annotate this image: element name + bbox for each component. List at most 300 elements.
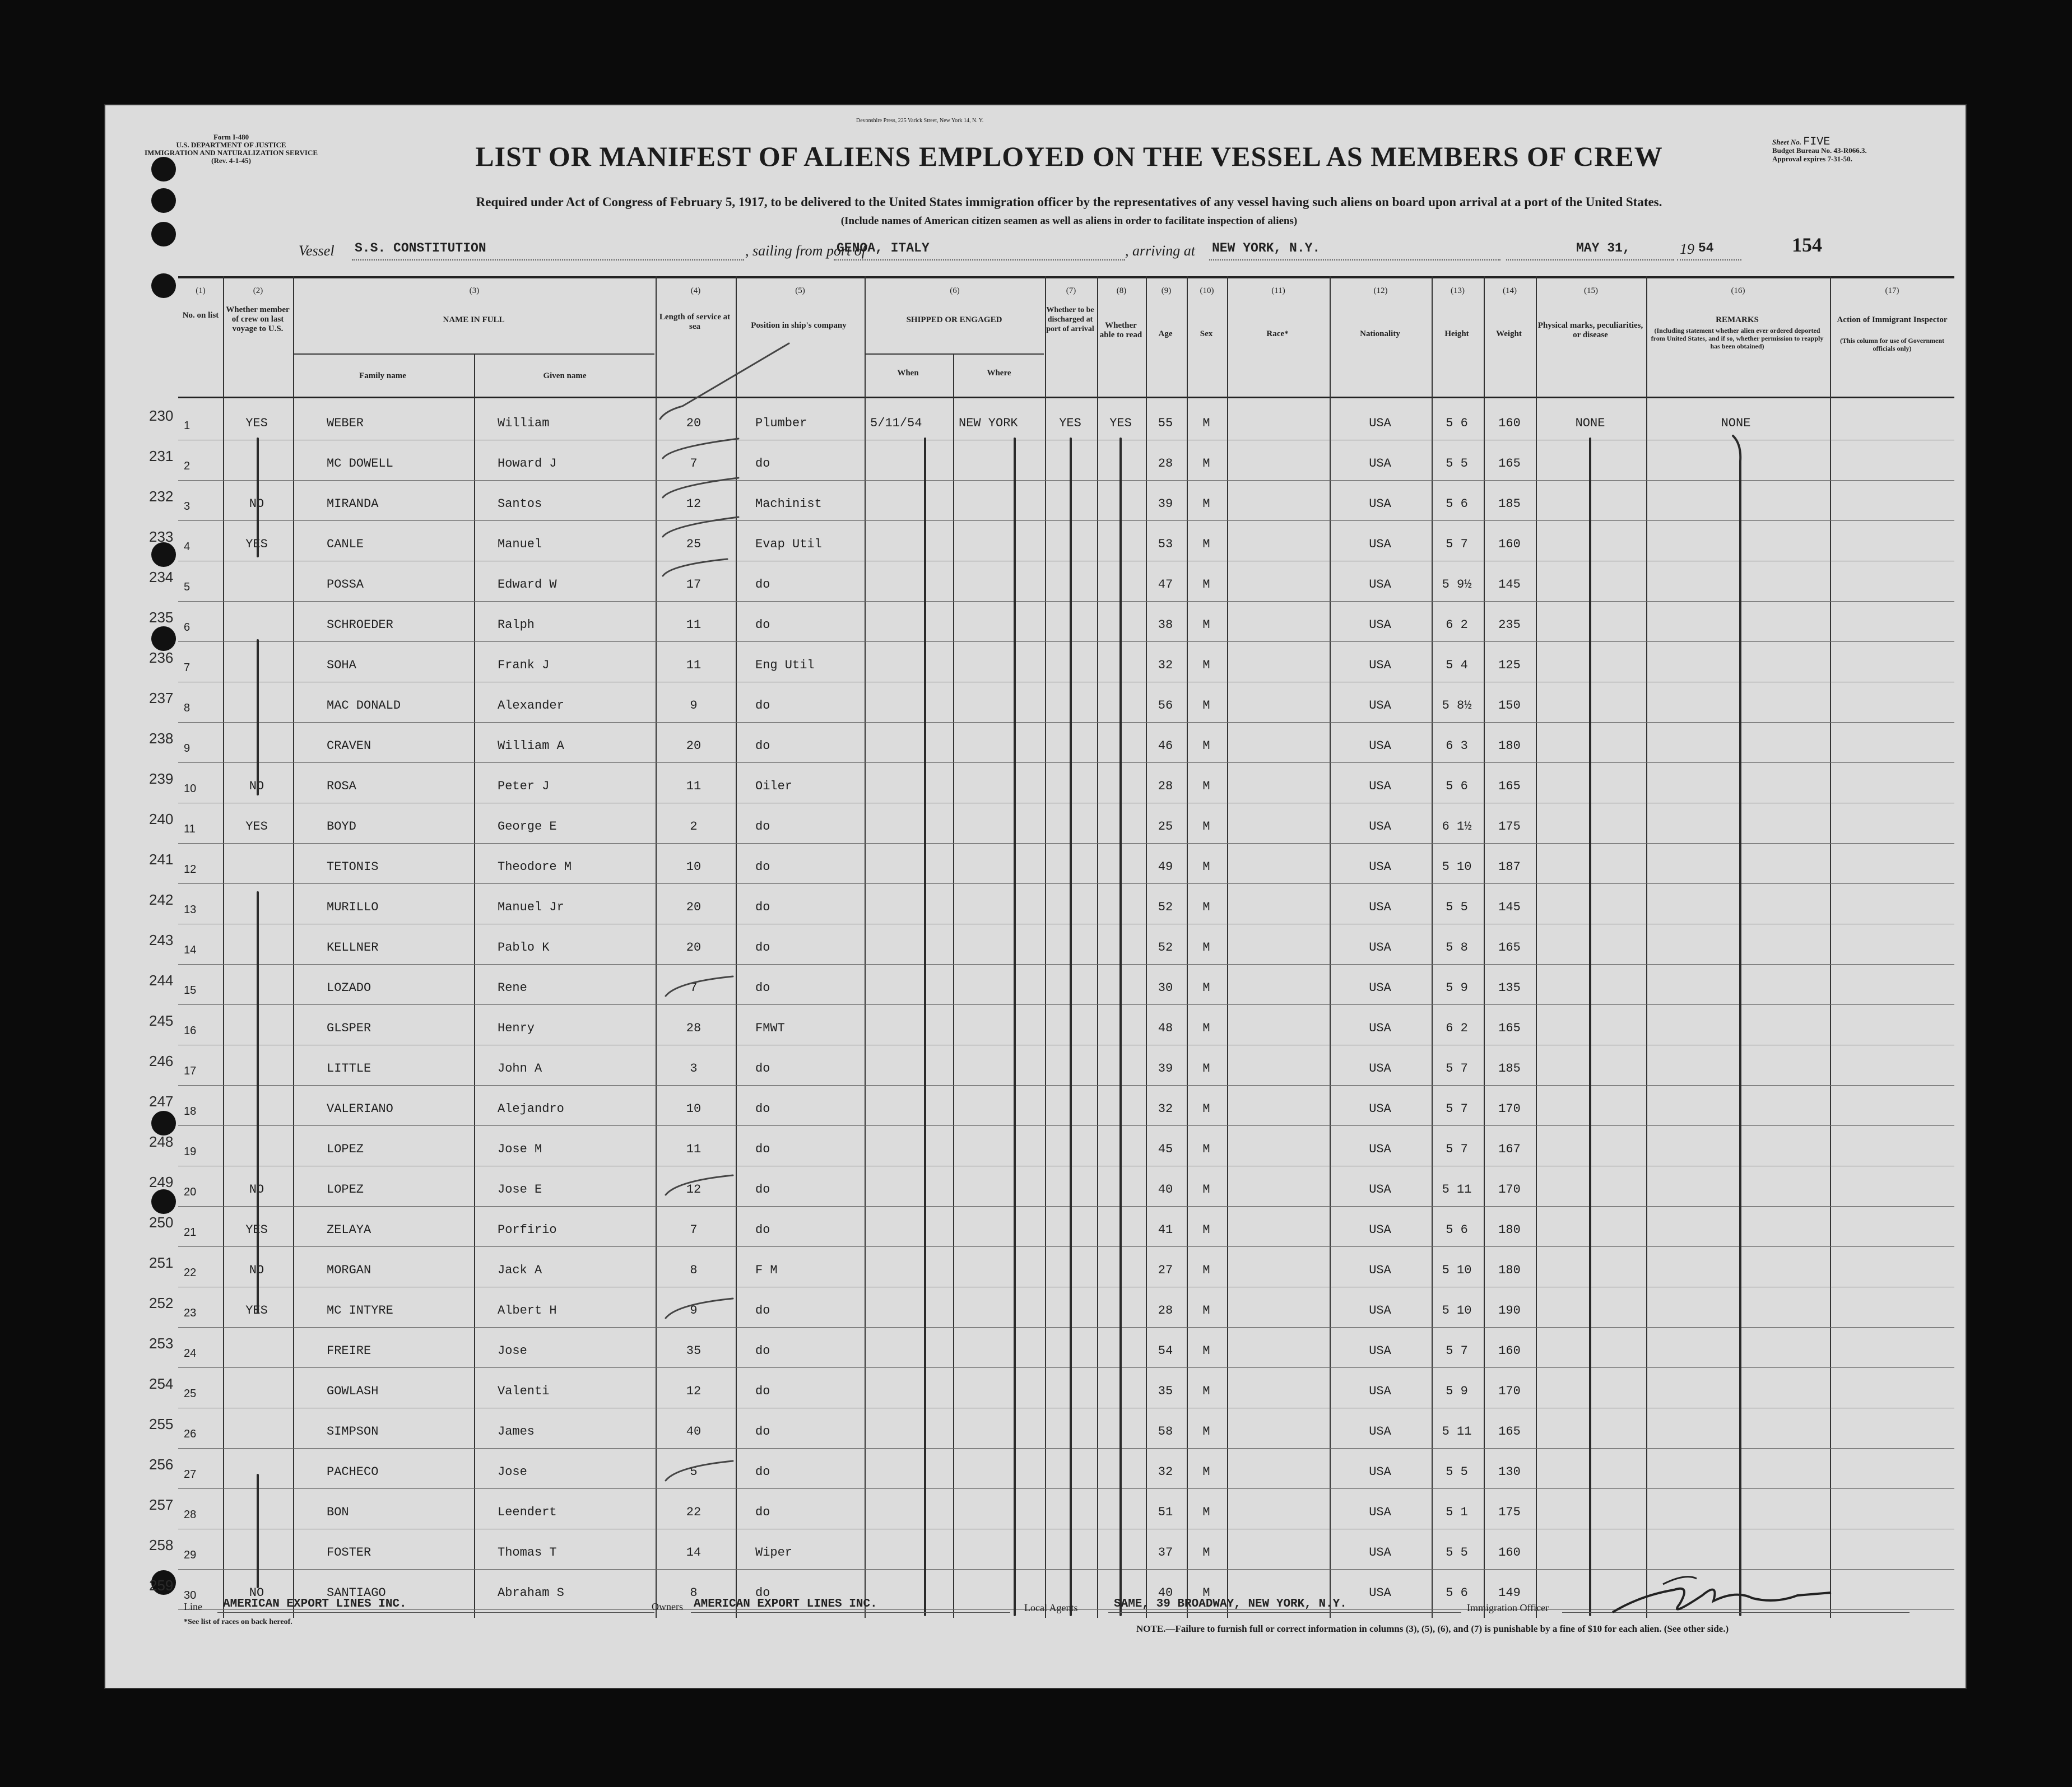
given-name: Jose bbox=[498, 1344, 527, 1358]
printer-line: Devonshire Press, 225 Varick Street, New York 14, N. Y. bbox=[856, 118, 984, 124]
sex: M bbox=[1202, 578, 1210, 592]
family-name: MAC DONALD bbox=[327, 699, 401, 713]
weight: 160 bbox=[1498, 416, 1521, 430]
column-number: (1) bbox=[196, 286, 206, 295]
sex: M bbox=[1202, 1102, 1210, 1116]
weight: 185 bbox=[1498, 497, 1521, 511]
length-of-service: 20 bbox=[686, 900, 701, 914]
nationality: USA bbox=[1369, 1505, 1391, 1519]
length-of-service: 20 bbox=[686, 739, 701, 753]
family-name: WEBER bbox=[327, 416, 364, 430]
age: 28 bbox=[1158, 457, 1173, 471]
height: 6 2 bbox=[1446, 1021, 1468, 1035]
age: 56 bbox=[1158, 699, 1173, 713]
family-name: SIMPSON bbox=[327, 1425, 379, 1439]
approval-expiry: Approval expires 7-31-50. bbox=[1772, 155, 1852, 163]
age: 32 bbox=[1158, 1465, 1173, 1479]
sex: M bbox=[1202, 416, 1210, 430]
row-number: 10 bbox=[184, 783, 197, 795]
nationality: USA bbox=[1369, 1384, 1391, 1398]
position: do bbox=[755, 1344, 770, 1358]
weight: 170 bbox=[1498, 1183, 1521, 1197]
given-name: William bbox=[498, 416, 550, 430]
family-name: MURILLO bbox=[327, 900, 379, 914]
officer-signature bbox=[1607, 1573, 1842, 1623]
given-name: Alexander bbox=[498, 699, 564, 713]
family-name: SCHROEDER bbox=[327, 618, 393, 632]
weight: 180 bbox=[1498, 739, 1521, 753]
height: 5 9 bbox=[1446, 1384, 1468, 1398]
weight: 160 bbox=[1498, 1546, 1521, 1560]
age: 32 bbox=[1158, 658, 1173, 672]
length-of-service: 3 bbox=[690, 1062, 698, 1076]
page-title: LIST OR MANIFEST OF ALIENS EMPLOYED ON THE VESSEL AS MEMBERS OF CREW bbox=[475, 141, 1663, 172]
column-number: (17) bbox=[1885, 286, 1899, 295]
row-number: 27 bbox=[184, 1468, 197, 1481]
family-name: VALERIANO bbox=[327, 1102, 393, 1116]
age: 52 bbox=[1158, 941, 1173, 955]
position: do bbox=[755, 820, 770, 834]
manifest-line-number: 248 bbox=[149, 1133, 174, 1150]
binder-hole bbox=[151, 222, 176, 246]
manifest-line-number: 244 bbox=[149, 972, 174, 989]
position: Eng Util bbox=[755, 658, 815, 672]
length-of-service: 28 bbox=[686, 1021, 701, 1035]
manifest-line-number: 247 bbox=[149, 1093, 174, 1110]
weight: 167 bbox=[1498, 1142, 1521, 1156]
height: 5 5 bbox=[1446, 1546, 1468, 1560]
position: do bbox=[755, 941, 770, 955]
nationality: USA bbox=[1369, 1183, 1391, 1197]
length-of-service: 11 bbox=[686, 658, 701, 672]
age: 41 bbox=[1158, 1223, 1173, 1237]
manifest-line-number: 243 bbox=[149, 932, 174, 948]
length-of-service: 9 bbox=[690, 1304, 698, 1318]
row-number: 29 bbox=[184, 1549, 197, 1561]
height: 5 10 bbox=[1442, 860, 1472, 874]
family-name: GOWLASH bbox=[327, 1384, 379, 1398]
given-name: Jack A bbox=[498, 1263, 542, 1277]
height: 5 7 bbox=[1446, 1062, 1468, 1076]
nationality: USA bbox=[1369, 1021, 1391, 1035]
column-number: (6) bbox=[950, 286, 960, 295]
row-number: 18 bbox=[184, 1105, 197, 1118]
sex: M bbox=[1202, 699, 1210, 713]
revision: (Rev. 4-1-45) bbox=[211, 156, 251, 165]
check-mark bbox=[663, 478, 738, 497]
length-of-service: 8 bbox=[690, 1263, 698, 1277]
height: 6 1½ bbox=[1442, 820, 1472, 834]
given-name: Porfirio bbox=[498, 1223, 557, 1237]
row-number: 26 bbox=[184, 1428, 197, 1440]
height: 6 2 bbox=[1446, 618, 1468, 632]
sex: M bbox=[1202, 941, 1210, 955]
weight: 187 bbox=[1498, 860, 1521, 874]
owners-label: Owners bbox=[652, 1601, 683, 1612]
age: 25 bbox=[1158, 820, 1173, 834]
row-number: 2 bbox=[184, 460, 191, 472]
sex: M bbox=[1202, 739, 1210, 753]
pen-marks bbox=[178, 276, 1954, 1621]
weight: 185 bbox=[1498, 1062, 1521, 1076]
family-name: CRAVEN bbox=[327, 739, 371, 753]
given-name: Leendert bbox=[498, 1505, 557, 1519]
manifest-line-number: 236 bbox=[149, 649, 174, 666]
length-of-service: 12 bbox=[686, 497, 701, 511]
position: Evap Util bbox=[755, 537, 822, 551]
row-number: 6 bbox=[184, 621, 191, 634]
weight: 180 bbox=[1498, 1263, 1521, 1277]
sex: M bbox=[1202, 618, 1210, 632]
row-number: 17 bbox=[184, 1065, 197, 1077]
nationality: USA bbox=[1369, 578, 1391, 592]
nationality: USA bbox=[1369, 1304, 1391, 1318]
manifest-line-number: 230 bbox=[149, 407, 174, 424]
height: 5 5 bbox=[1446, 900, 1468, 914]
sex: M bbox=[1202, 860, 1210, 874]
manifest-line-number: 255 bbox=[149, 1416, 174, 1432]
length-of-service: 12 bbox=[686, 1183, 701, 1197]
member-last-voyage: YES bbox=[245, 537, 268, 551]
age: 28 bbox=[1158, 1304, 1173, 1318]
member-last-voyage: YES bbox=[245, 416, 268, 430]
manifest-line-number: 239 bbox=[149, 770, 174, 787]
row-number: 13 bbox=[184, 904, 197, 916]
nationality: USA bbox=[1369, 1102, 1391, 1116]
given-name: Thomas T bbox=[498, 1546, 557, 1560]
nationality: USA bbox=[1369, 900, 1391, 914]
nationality: USA bbox=[1369, 537, 1391, 551]
check-mark bbox=[663, 439, 738, 458]
family-name: MORGAN bbox=[327, 1263, 371, 1277]
nationality: USA bbox=[1369, 820, 1391, 834]
weight: 130 bbox=[1498, 1465, 1521, 1479]
column-number: (2) bbox=[253, 286, 263, 295]
header-length-of-service: Length of service at sea bbox=[659, 313, 731, 331]
given-name: Jose E bbox=[498, 1183, 542, 1197]
family-name: SANTIAGO bbox=[327, 1586, 386, 1600]
weight: 170 bbox=[1498, 1102, 1521, 1116]
header-name-in-full: NAME IN FULL bbox=[443, 315, 505, 324]
sex: M bbox=[1202, 820, 1210, 834]
position: do bbox=[755, 1142, 770, 1156]
year-prefix: 19 bbox=[1680, 241, 1694, 257]
given-name: Manuel bbox=[498, 537, 542, 551]
weight: 165 bbox=[1498, 457, 1521, 471]
height: 5 6 bbox=[1446, 779, 1468, 793]
weight: 175 bbox=[1498, 1505, 1521, 1519]
header-remarks-note: (Including statement whether alien ever ordered deported from United States, and if so, whether permission to reapply has been obtained) bbox=[1651, 327, 1824, 350]
manifest-line-number: 240 bbox=[149, 811, 174, 827]
family-name: BOYD bbox=[327, 820, 356, 834]
family-name: MIRANDA bbox=[327, 497, 379, 511]
check-mark bbox=[666, 1461, 733, 1481]
header-action-note: (This column for use of Government officials only) bbox=[1839, 337, 1945, 352]
column-number: (5) bbox=[795, 286, 805, 295]
column-number: (9) bbox=[1161, 286, 1172, 295]
column-number: (10) bbox=[1200, 286, 1214, 295]
height: 5 8 bbox=[1446, 941, 1468, 955]
header-action-inspector: Action of Immigrant Inspector bbox=[1837, 315, 1948, 324]
arrival-year: 54 bbox=[1698, 241, 1714, 255]
discharged: YES bbox=[1059, 416, 1081, 430]
manifest-line-number: 231 bbox=[149, 448, 174, 464]
height: 5 6 bbox=[1446, 416, 1468, 430]
nationality: USA bbox=[1369, 941, 1391, 955]
row-number: 20 bbox=[184, 1186, 197, 1198]
local-agents: SAME, 39 BROADWAY, NEW YORK, N.Y. bbox=[1114, 1598, 1347, 1611]
nationality: USA bbox=[1369, 658, 1391, 672]
sheet-number-block bbox=[1772, 138, 1867, 163]
weight: 175 bbox=[1498, 820, 1521, 834]
given-name: Henry bbox=[498, 1021, 535, 1035]
length-of-service: 11 bbox=[686, 1142, 701, 1156]
weight: 165 bbox=[1498, 1425, 1521, 1439]
form-number: Form I-480 bbox=[213, 133, 249, 141]
family-name: BON bbox=[327, 1505, 349, 1519]
length-of-service: 7 bbox=[690, 1223, 698, 1237]
nationality: USA bbox=[1369, 981, 1391, 995]
row-number: 8 bbox=[184, 702, 191, 714]
manifest-line-number: 251 bbox=[149, 1254, 174, 1271]
given-name: Jose M bbox=[498, 1142, 542, 1156]
column-number: (3) bbox=[469, 286, 480, 295]
weight: 160 bbox=[1498, 1344, 1521, 1358]
family-name: FREIRE bbox=[327, 1344, 371, 1358]
position: Machinist bbox=[755, 497, 822, 511]
height: 6 3 bbox=[1446, 739, 1468, 753]
height: 5 8½ bbox=[1442, 699, 1472, 713]
length-of-service: 9 bbox=[690, 699, 698, 713]
subtitle-note: (Include names of American citizen seamen as well as aliens in order to facilitate inspection of aliens) bbox=[840, 215, 1298, 227]
weight: 145 bbox=[1498, 578, 1521, 592]
age: 37 bbox=[1158, 1546, 1173, 1560]
sex: M bbox=[1202, 1304, 1210, 1318]
member-last-voyage: NO bbox=[249, 779, 264, 793]
manifest-line-number: 234 bbox=[149, 569, 174, 585]
length-of-service: 5 bbox=[690, 1465, 698, 1479]
header-when: When bbox=[897, 369, 919, 378]
sex: M bbox=[1202, 1183, 1210, 1197]
binder-hole bbox=[151, 1189, 176, 1214]
height: 5 9½ bbox=[1442, 578, 1472, 592]
height: 5 4 bbox=[1446, 658, 1468, 672]
length-of-service: 20 bbox=[686, 941, 701, 955]
height: 5 7 bbox=[1446, 1142, 1468, 1156]
weight: 160 bbox=[1498, 537, 1521, 551]
sex: M bbox=[1202, 981, 1210, 995]
position: do bbox=[755, 860, 770, 874]
nationality: USA bbox=[1369, 1263, 1391, 1277]
row-number: 22 bbox=[184, 1267, 197, 1279]
height: 5 5 bbox=[1446, 457, 1468, 471]
family-name: LOPEZ bbox=[327, 1142, 364, 1156]
age: 39 bbox=[1158, 1062, 1173, 1076]
given-name: Pablo K bbox=[498, 941, 550, 955]
header-position: Position in ship's company bbox=[751, 321, 847, 330]
sex: M bbox=[1202, 900, 1210, 914]
shipped-where: NEW YORK bbox=[959, 416, 1018, 430]
age: 40 bbox=[1158, 1586, 1173, 1600]
height: 5 7 bbox=[1446, 1344, 1468, 1358]
crew-table bbox=[149, 276, 1954, 1602]
nationality: USA bbox=[1369, 497, 1391, 511]
row-number: 7 bbox=[184, 662, 191, 674]
age: 39 bbox=[1158, 497, 1173, 511]
arriving-label: , arriving at bbox=[1125, 243, 1195, 259]
position: do bbox=[755, 1062, 770, 1076]
header-given-name: Given name bbox=[543, 371, 587, 380]
position: do bbox=[755, 1102, 770, 1116]
page-number: 154 bbox=[1792, 234, 1822, 256]
manifest-line-number: 259 bbox=[149, 1577, 174, 1594]
check-mark bbox=[663, 559, 727, 576]
position: FMWT bbox=[755, 1021, 785, 1035]
vessel-label: Vessel bbox=[299, 243, 335, 259]
column-number: (13) bbox=[1451, 286, 1465, 295]
header-race: Race* bbox=[1266, 329, 1289, 338]
row-number: 14 bbox=[184, 944, 197, 956]
manifest-line-number: 233 bbox=[149, 528, 174, 545]
given-name: Albert H bbox=[498, 1304, 557, 1318]
family-name: ZELAYA bbox=[327, 1223, 371, 1237]
sex: M bbox=[1202, 1465, 1210, 1479]
header-able-to-read: Whether able to read bbox=[1099, 321, 1142, 339]
nationality: USA bbox=[1369, 1344, 1391, 1358]
age: 49 bbox=[1158, 860, 1173, 874]
position: do bbox=[755, 900, 770, 914]
sex: M bbox=[1202, 537, 1210, 551]
family-name: LITTLE bbox=[327, 1062, 371, 1076]
nationality: USA bbox=[1369, 618, 1391, 632]
length-of-service: 10 bbox=[686, 1102, 701, 1116]
length-of-service: 12 bbox=[686, 1384, 701, 1398]
family-name: GLSPER bbox=[327, 1021, 371, 1035]
manifest-line-number: 241 bbox=[149, 851, 174, 868]
age: 58 bbox=[1158, 1425, 1173, 1439]
height: 5 1 bbox=[1446, 1505, 1468, 1519]
length-of-service: 14 bbox=[686, 1546, 701, 1560]
manifest-line-number: 242 bbox=[149, 891, 174, 908]
given-name: James bbox=[498, 1425, 535, 1439]
sex: M bbox=[1202, 1344, 1210, 1358]
manifest-line-number: 258 bbox=[149, 1537, 174, 1553]
family-name: MC DOWELL bbox=[327, 457, 393, 471]
length-of-service: 7 bbox=[690, 457, 698, 471]
length-of-service: 35 bbox=[686, 1344, 701, 1358]
weight: 150 bbox=[1498, 699, 1521, 713]
age: 38 bbox=[1158, 618, 1173, 632]
age: 45 bbox=[1158, 1142, 1173, 1156]
length-of-service: 11 bbox=[686, 779, 701, 793]
height: 5 6 bbox=[1446, 1223, 1468, 1237]
given-name: Ralph bbox=[498, 618, 535, 632]
height: 5 7 bbox=[1446, 1102, 1468, 1116]
nationality: USA bbox=[1369, 1223, 1391, 1237]
manifest-line-number: 237 bbox=[149, 690, 174, 706]
manifest-line-number: 250 bbox=[149, 1214, 174, 1231]
sheet-number: FIVE bbox=[1803, 136, 1831, 148]
given-name: Peter J bbox=[498, 779, 550, 793]
manifest-line-number: 256 bbox=[149, 1456, 174, 1473]
manifest-sheet bbox=[105, 105, 1966, 1688]
header-shipped-or-engaged: SHIPPED OR ENGAGED bbox=[906, 315, 1002, 324]
column-number: (8) bbox=[1116, 286, 1127, 295]
age: 30 bbox=[1158, 981, 1173, 995]
weight: 170 bbox=[1498, 1384, 1521, 1398]
given-name: Valenti bbox=[498, 1384, 550, 1398]
sex: M bbox=[1202, 1384, 1210, 1398]
given-name: Rene bbox=[498, 981, 527, 995]
length-of-service: 22 bbox=[686, 1505, 701, 1519]
family-name: LOPEZ bbox=[327, 1183, 364, 1197]
nationality: USA bbox=[1369, 1142, 1391, 1156]
column-number: (16) bbox=[1731, 286, 1745, 295]
age: 35 bbox=[1158, 1384, 1173, 1398]
given-name: Jose bbox=[498, 1465, 527, 1479]
check-mark bbox=[660, 343, 789, 419]
given-name: Abraham S bbox=[498, 1586, 564, 1600]
sex: M bbox=[1202, 1223, 1210, 1237]
height: 5 6 bbox=[1446, 497, 1468, 511]
owners-name: AMERICAN EXPORT LINES INC. bbox=[694, 1598, 877, 1611]
header-weight: Weight bbox=[1496, 329, 1522, 338]
position: do bbox=[755, 1304, 770, 1318]
given-name: William A bbox=[498, 739, 564, 753]
height: 5 10 bbox=[1442, 1304, 1472, 1318]
check-mark bbox=[666, 1175, 733, 1195]
age: 55 bbox=[1158, 416, 1173, 430]
member-last-voyage: YES bbox=[245, 1223, 268, 1237]
row-number: 15 bbox=[184, 984, 197, 997]
age: 51 bbox=[1158, 1505, 1173, 1519]
position: F M bbox=[755, 1263, 778, 1277]
given-name: George E bbox=[498, 820, 557, 834]
family-name: SOHA bbox=[327, 658, 356, 672]
vessel-name: S.S. CONSTITUTION bbox=[355, 241, 486, 255]
row-number: 28 bbox=[184, 1509, 197, 1521]
check-mark bbox=[666, 1299, 733, 1318]
sex: M bbox=[1202, 1021, 1210, 1035]
immigration-officer-label: Immigration Officer bbox=[1467, 1602, 1549, 1613]
position: do bbox=[755, 1384, 770, 1398]
manifest-line-number: 257 bbox=[149, 1496, 174, 1513]
sex: M bbox=[1202, 497, 1210, 511]
sex: M bbox=[1202, 1546, 1210, 1560]
binder-hole bbox=[151, 542, 176, 567]
nationality: USA bbox=[1369, 457, 1391, 471]
remarks: NONE bbox=[1721, 416, 1751, 430]
weight: 125 bbox=[1498, 658, 1521, 672]
position: do bbox=[755, 1183, 770, 1197]
age: 53 bbox=[1158, 537, 1173, 551]
weight: 149 bbox=[1498, 1586, 1521, 1600]
height: 5 9 bbox=[1446, 981, 1468, 995]
able-to-read: YES bbox=[1109, 416, 1132, 430]
family-name: LOZADO bbox=[327, 981, 371, 995]
age: 47 bbox=[1158, 578, 1173, 592]
binder-hole bbox=[151, 188, 176, 213]
given-name: John A bbox=[498, 1062, 542, 1076]
position: Wiper bbox=[755, 1546, 793, 1560]
row-number: 9 bbox=[184, 742, 191, 755]
position: do bbox=[755, 1586, 770, 1600]
header-sex: Sex bbox=[1200, 329, 1213, 338]
column-number: (15) bbox=[1584, 286, 1598, 295]
given-name: Manuel Jr bbox=[498, 900, 564, 914]
physical-marks: NONE bbox=[1575, 416, 1605, 430]
family-name: POSSA bbox=[327, 578, 364, 592]
